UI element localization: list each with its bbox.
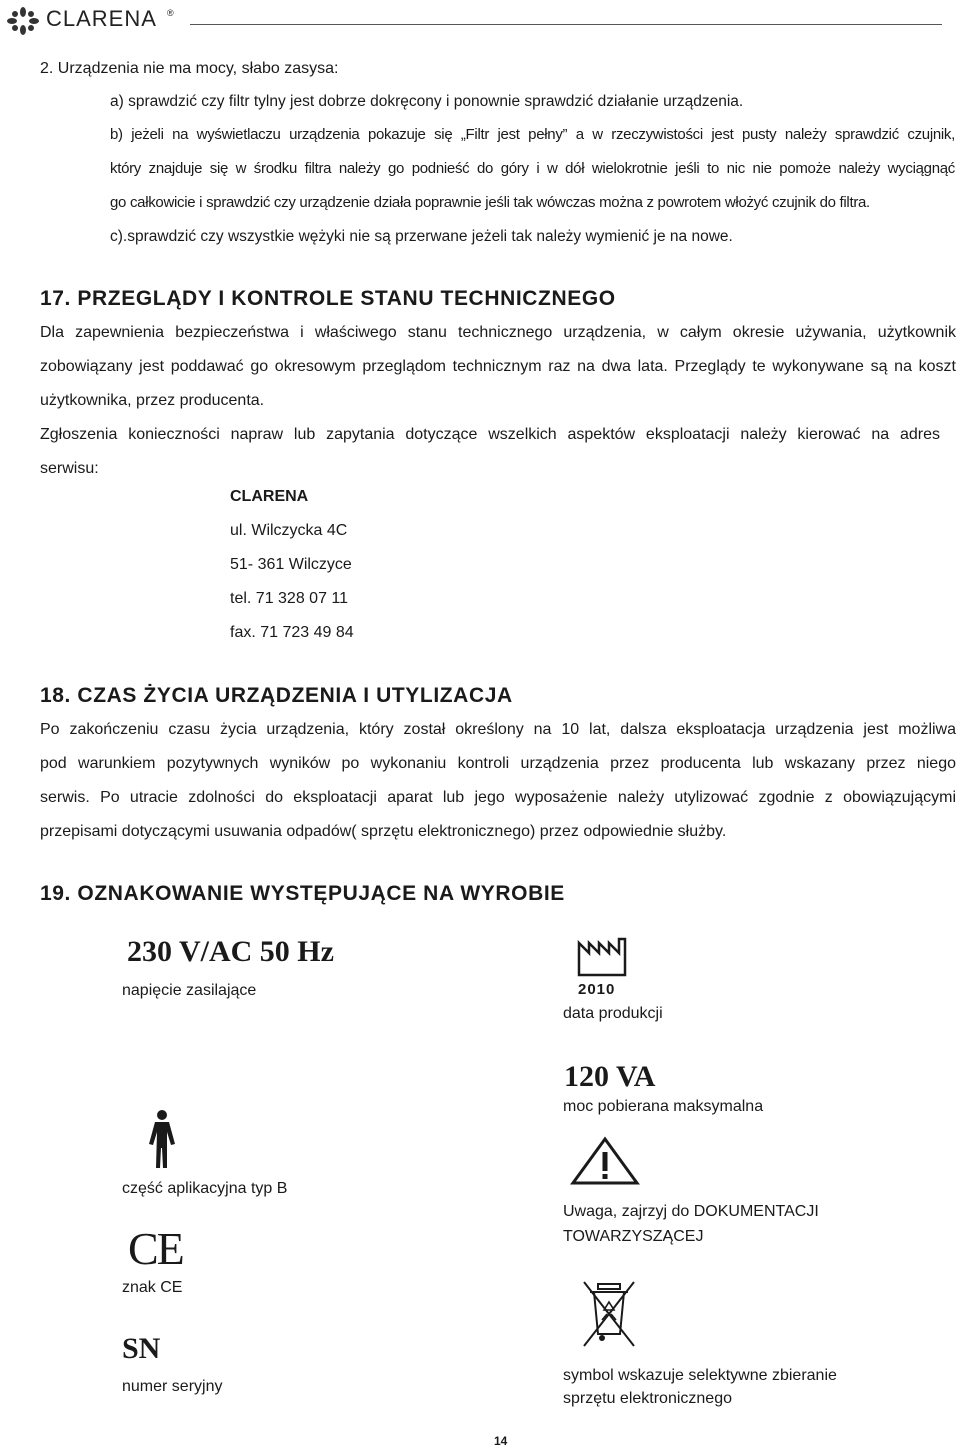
item-2b-line2: który znajduje się w środku filtra należy go podnieść do góry i w dół wielokrotnie jeśli to nic nie pomoże należy wyciągnąć: [110, 160, 955, 177]
section-17-p1-line2: zobowiązany jest poddawać go okresowym przeglądom technicznym raz na dwa lata. Przeglądy te wykonywane są na koszt: [40, 358, 956, 375]
warning-label-line2: TOWARZYSZĄCEJ: [563, 1228, 704, 1245]
item-2: 2. Urządzenia nie ma mocy, słabo zasysa:: [40, 60, 339, 77]
section-18-line1: Po zakończeniu czasu życia urządzenia, który został określony na 10 lat, dalsza eksploatacja urządzenia jest możliwa: [40, 721, 956, 738]
address-tel: tel. 71 328 07 11: [230, 590, 349, 607]
item-2a: a) sprawdzić czy filtr tylny jest dobrze dokręcony i ponownie sprawdzić działanie urządzenia.: [110, 93, 744, 110]
address-city: 51- 361 Wilczyce: [230, 556, 352, 573]
section-19-title: 19. OZNAKOWANIE WYSTĘPUJĄCE NA WYROBIE: [40, 882, 565, 905]
item-2b-line3: go całkowicie i sprawdzić czy urządzenie działa poprawnie jeśli tak wówczas można z powrotem włożyć czujnik do filtra.: [110, 194, 870, 211]
section-18-line4: przepisami dotyczącymi usuwania odpadów( sprzętu elektronicznego) przez odpowiednie służby.: [40, 823, 727, 840]
weee-label-line2: sprzętu elektronicznego: [563, 1390, 732, 1407]
clarena-logo-icon: [4, 6, 42, 36]
header: [0, 0, 960, 40]
address-fax: fax. 71 723 49 84: [230, 624, 354, 641]
power-label: moc pobierana maksymalna: [563, 1098, 764, 1115]
item-2c: c).sprawdzić czy wszystkie wężyki nie są przerwane jeżeli tak należy wymienić je na nowe.: [110, 228, 733, 245]
voltage-value: 230 V/AC 50 Hz: [127, 935, 334, 968]
header-rule: [190, 24, 942, 25]
page-number: 14: [494, 1434, 508, 1448]
ce-label: znak CE: [122, 1279, 183, 1296]
factory-manufacture-date-icon: [576, 937, 628, 977]
type-b-person-icon: [145, 1110, 179, 1170]
address-company: CLARENA: [230, 488, 309, 505]
item-2b-line1: b) jeżeli na wyświetlaczu urządzenia pokazuje się „Filtr jest pełny” a w rzeczywistości jest pusty należy sprawdzić czujnik,: [110, 126, 955, 143]
serial-number-symbol: SN: [122, 1332, 161, 1365]
section-18-line3: serwis. Po utracie zdolności do eksploatacji aparat lub jego wyposażenie należy utylizować zgodnie z obowiązującymi: [40, 789, 956, 806]
section-17-p2-line1: Zgłoszenia konieczności napraw lub zapytania dotyczące wszelkich aspektów eksploatacji należy kierować na adres: [40, 426, 940, 443]
voltage-label: napięcie zasilające: [122, 982, 257, 999]
section-17-p2-line2: serwisu:: [40, 460, 99, 477]
warning-label-line1: Uwaga, zajrzyj do DOKUMENTACJI: [563, 1203, 819, 1220]
serial-number-label: numer seryjny: [122, 1378, 223, 1395]
registered-mark: ®: [167, 8, 174, 18]
section-17-p1-line3: użytkownika, przez producenta.: [40, 392, 265, 409]
weee-crossed-bin-icon: [580, 1276, 638, 1352]
power-value: 120 VA: [564, 1060, 656, 1093]
type-b-label: część aplikacyjna typ B: [122, 1180, 288, 1197]
production-label: data produkcji: [563, 1005, 663, 1022]
address-street: ul. Wilczycka 4C: [230, 522, 348, 539]
brand-name: CLARENA: [46, 6, 157, 31]
section-18-line2: pod warunkiem pozytywnych wyników po wykonaniu kontroli urządzenia przez producenta lub wskazany przez niego: [40, 755, 956, 772]
ce-mark-icon: CE: [128, 1223, 183, 1274]
warning-triangle-icon: [570, 1136, 640, 1186]
section-17-title: 17. PRZEGLĄDY I KONTROLE STANU TECHNICZNEGO: [40, 287, 616, 310]
section-18-title: 18. CZAS ŻYCIA URZĄDZENIA I UTYLIZACJA: [40, 684, 513, 707]
section-17-p1-line1: Dla zapewnienia bezpieczeństwa i właściwego stanu technicznego urządzenia, w całym okresie używania, użytkownik: [40, 324, 956, 341]
weee-label-line1: symbol wskazuje selektywne zbieranie: [563, 1367, 837, 1384]
production-year: 2010: [578, 981, 616, 998]
